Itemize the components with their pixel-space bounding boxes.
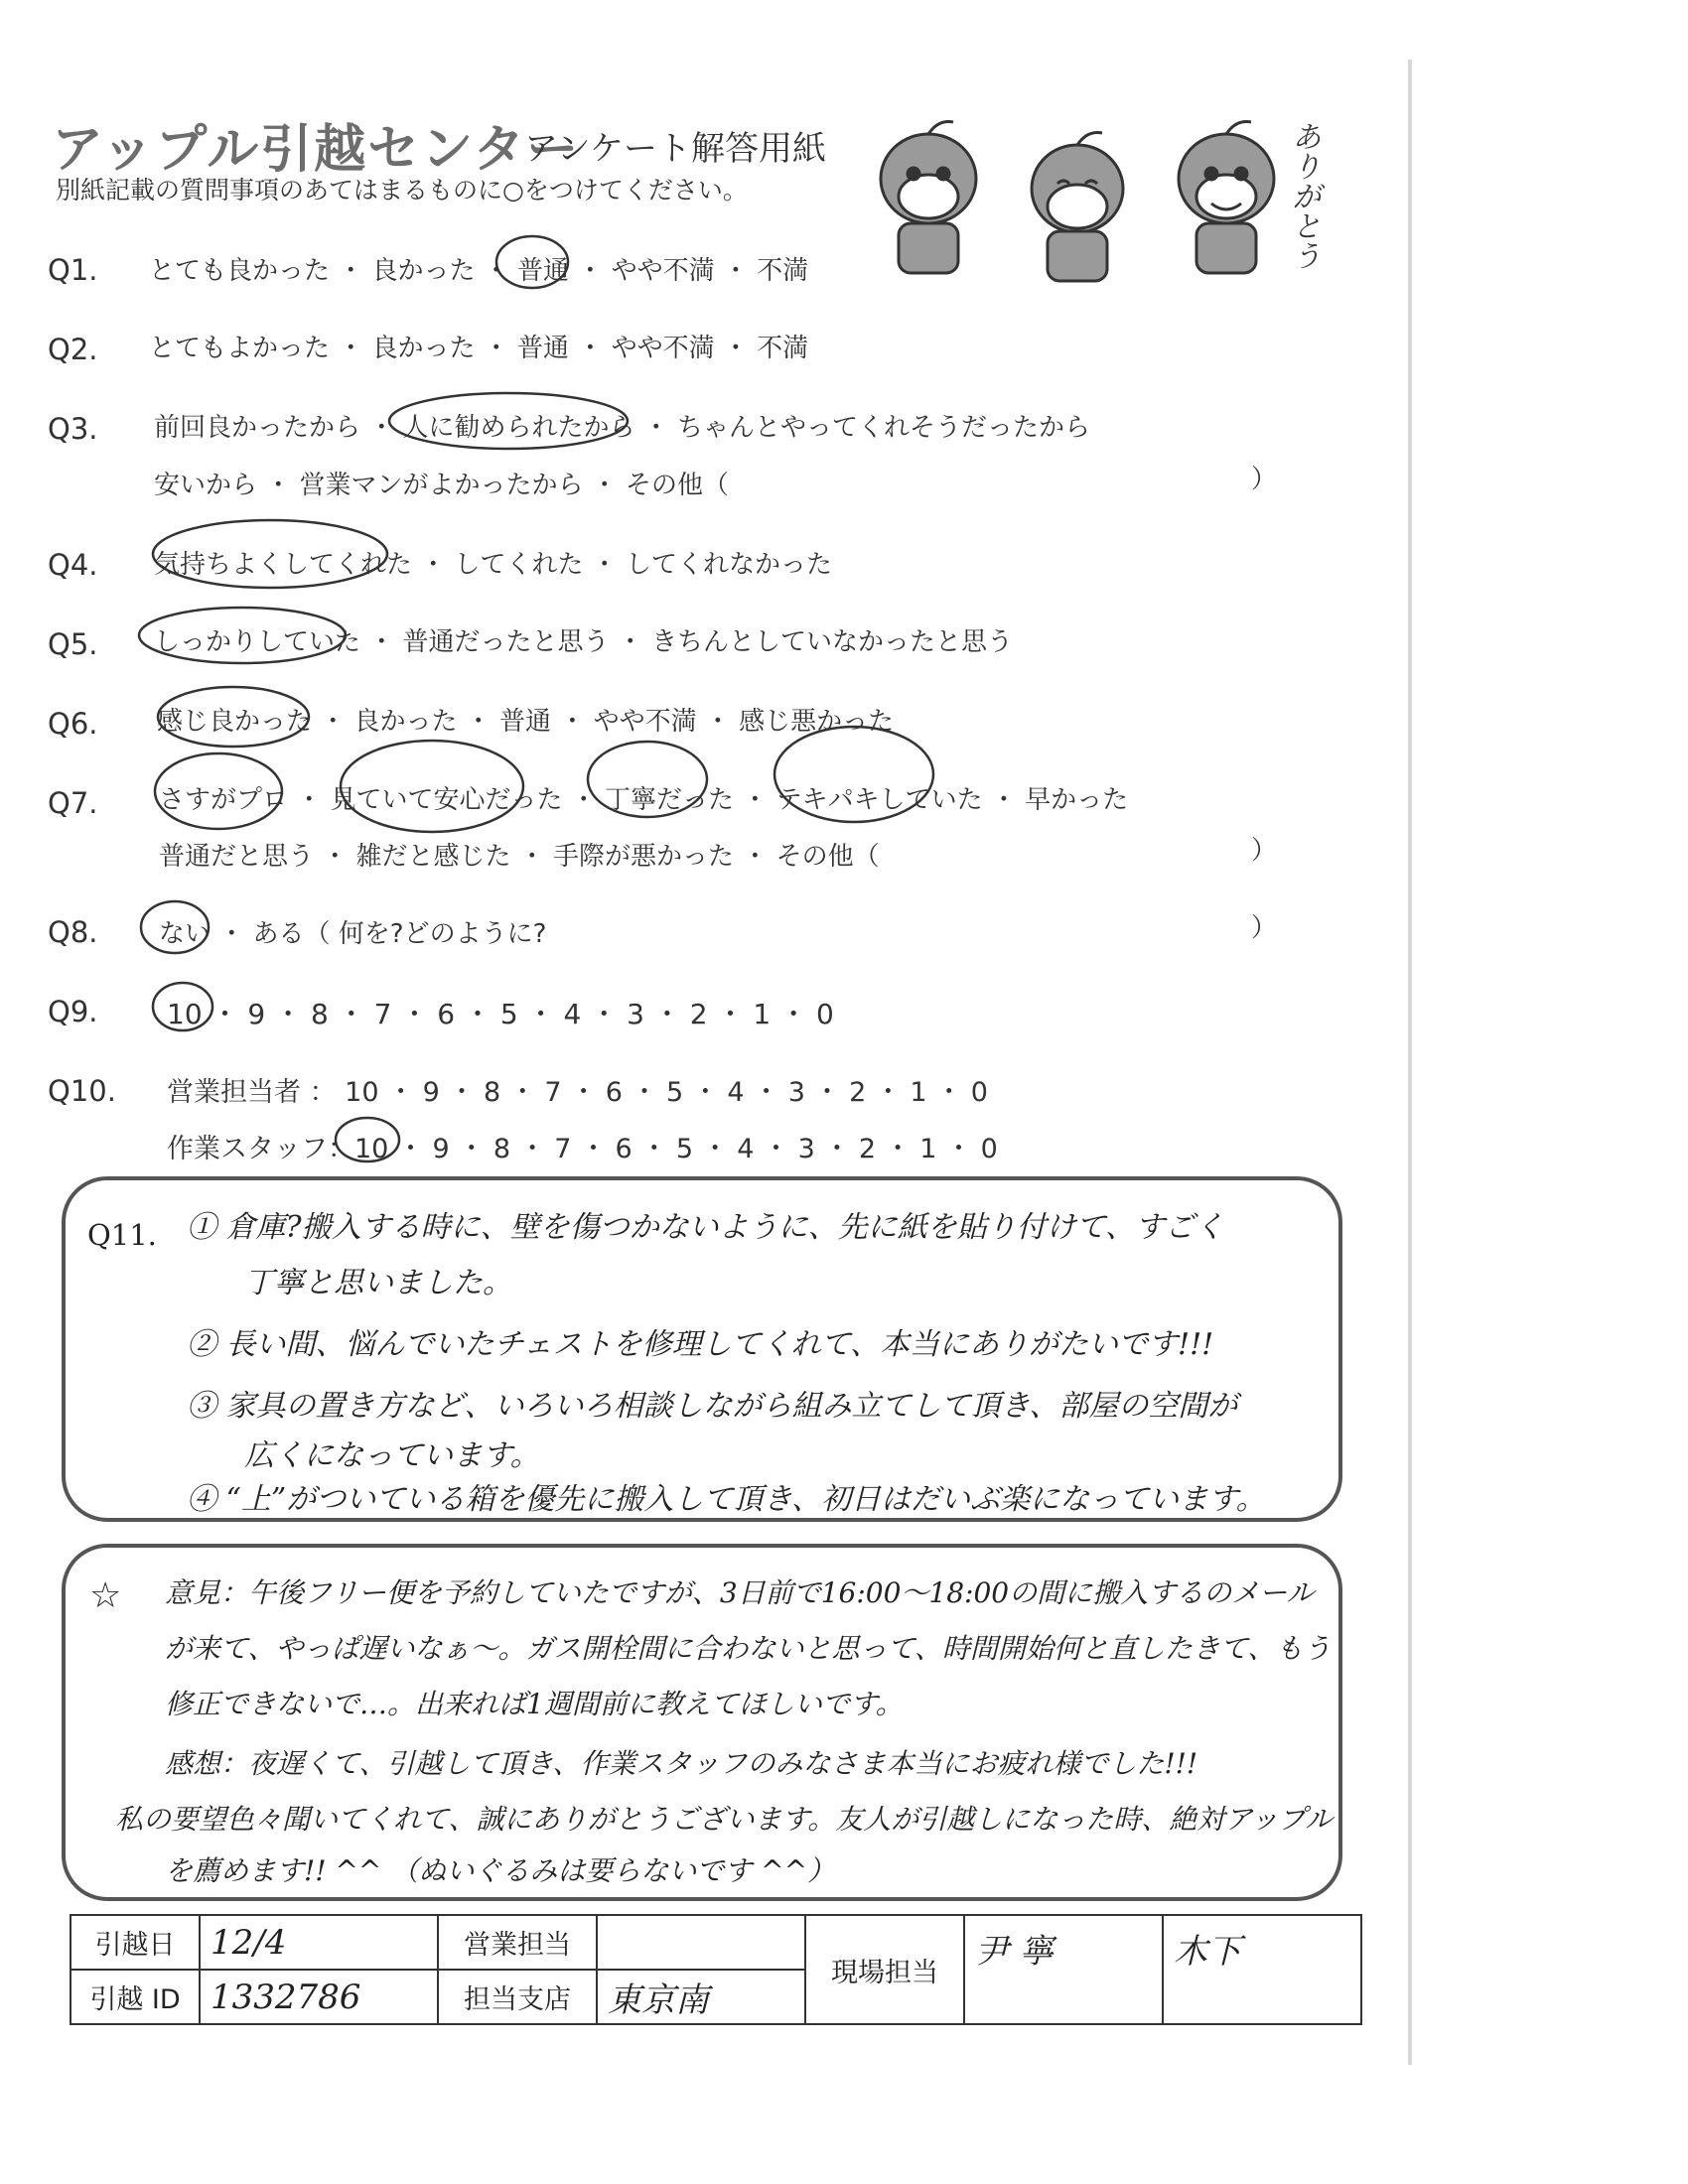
site-staff-2: 木下 — [1163, 1915, 1361, 2024]
handwritten-line: ④ “上”がついている箱を優先に搬入して頂き、初日はだいぶ楽になっています。 — [187, 1482, 1266, 1517]
q10-staff-scale: 作業スタッフ：10 ・ 9 ・ 8 ・ 7 ・ 6 ・ 5 ・ 4 ・ 3 ・ 2 ・ 1 ・ 0 — [167, 1134, 998, 1164]
question-number: Q5. — [48, 627, 98, 661]
moving-day-label: 引越日 — [70, 1915, 200, 1970]
q4-options: 気持ちよくしてくれた ・ してくれた ・ してくれなかった — [154, 550, 833, 580]
handwritten-line: ① 倉庫?搬入する時に、壁を傷つかないように、先に紙を貼り付けて、すごく — [187, 1210, 1225, 1245]
brand-logo-text: アップル引越センター — [52, 120, 581, 180]
branch-label: 担当支店 — [438, 1970, 597, 2024]
site-label: 現場担当 — [805, 1915, 964, 2024]
handwritten-line: 意見：午後フリー便を予約していたですが、3日前で16:00〜18:00の間に搬入するのメール — [165, 1576, 1315, 1609]
footer-info-table — [70, 1914, 1362, 2025]
sales-value — [597, 1915, 805, 1970]
q9-scale: 10 ・ 9 ・ 8 ・ 7 ・ 6 ・ 5 ・ 4 ・ 3 ・ 2 ・ 1 ・ 0 — [167, 998, 834, 1030]
q5-options: しっかりしていた ・ 普通だったと思う ・ きちんとしていなかったと思う — [154, 627, 1014, 657]
question-number: Q3. — [48, 412, 98, 446]
branch-value: 東京南 — [597, 1970, 805, 2024]
q1-options: とても良かった ・ 良かった ・ 普通 ・ やや不満 ・ 不満 — [149, 256, 809, 286]
handwritten-line: ③ 家具の置き方など、いろいろ相談しながら組み立てして頂き、部屋の空間が — [187, 1389, 1238, 1424]
form-subtitle: アンケート解答用紙 — [524, 129, 826, 169]
q10-sales-scale: 営業担当者 ： 10 ・ 9 ・ 8 ・ 7 ・ 6 ・ 5 ・ 4 ・ 3 ・ 2 ・ 1 ・ 0 — [167, 1077, 988, 1108]
opinion-comment-box — [62, 1544, 1342, 1901]
paren-close: ） — [1251, 465, 1278, 494]
q6-options: 感じ良かった ・ 良かった ・ 普通 ・ やや不満 ・ 感じ悪かった — [157, 707, 895, 737]
q3-options-line1: 前回良かったから ・ 人に勧められたから ・ ちゃんとやってくれそうだったから — [154, 413, 1091, 443]
handwritten-line: 修正できないで…。出来れば1週間前に教えてほしいです。 — [165, 1688, 904, 1720]
handwritten-line: 広くになっています。 — [244, 1438, 540, 1473]
star-icon: ☆ — [89, 1575, 122, 1616]
question-number: Q6. — [48, 707, 98, 741]
sales-label: 営業担当 — [438, 1915, 597, 1970]
q8-options: ない ・ ある（ 何を?どのように? — [159, 919, 547, 949]
q7-options-line1: さすがプロ ・ 見ていて安心だった ・ 丁寧だった ・ テキパキしていた ・ 早かった — [159, 785, 1129, 815]
question-number: Q7. — [48, 786, 98, 820]
question-number: Q2. — [48, 333, 98, 366]
handwritten-line: ② 長い間、悩んでいたチェストを修理してくれて、本当にありがたいです!!! — [187, 1327, 1214, 1362]
moving-id-label: 引越 ID — [70, 1970, 200, 2024]
q11-comment-box — [62, 1176, 1342, 1522]
handwritten-line: が来て、やっぱ遅いなぁ〜。ガス開栓間に合わないと思って、時間開始何と直したきて、もう — [165, 1632, 1332, 1665]
q7-options-line2: 普通だと思う ・ 雑だと感じた ・ 手際が悪かった ・ その他（ — [159, 842, 880, 872]
instruction-text: 別紙記載の質問事項のあてはまるものに○をつけてください。 — [56, 176, 748, 205]
question-number: Q8. — [48, 915, 98, 949]
question-number: Q9. — [48, 995, 98, 1028]
moving-day-value: 12/4 — [200, 1915, 438, 1970]
handwritten-line: 感想：夜遅くて、引越して頂き、作業スタッフのみなさま本当にお疲れ様でした!!! — [165, 1747, 1198, 1780]
handwritten-line: を薦めます!! ^^ （ぬいぐるみは要らないです ^^） — [165, 1854, 836, 1887]
site-staff-1: 尹 寧 — [964, 1915, 1163, 2024]
question-number: Q10. — [48, 1074, 116, 1108]
handwritten-line: 丁寧と思いました。 — [244, 1266, 512, 1300]
mascot-thanks-text: ありがとう — [1286, 121, 1321, 270]
paren-close: ） — [1251, 836, 1278, 866]
question-number: Q1. — [48, 253, 98, 287]
q2-options: とてもよかった ・ 良かった ・ 普通 ・ やや不満 ・ 不満 — [149, 334, 809, 363]
question-number: Q4. — [48, 548, 98, 582]
paren-close: ） — [1251, 913, 1278, 943]
q11-label: Q11. — [87, 1218, 157, 1252]
moving-id-value: 1332786 — [200, 1970, 438, 2024]
handwritten-line: 私の要望色々聞いてくれて、誠にありがとうございます。友人が引越しになった時、絶対アップル — [115, 1803, 1334, 1836]
q3-options-line2: 安いから ・ 営業マンがよかったから ・ その他（ — [154, 471, 730, 500]
